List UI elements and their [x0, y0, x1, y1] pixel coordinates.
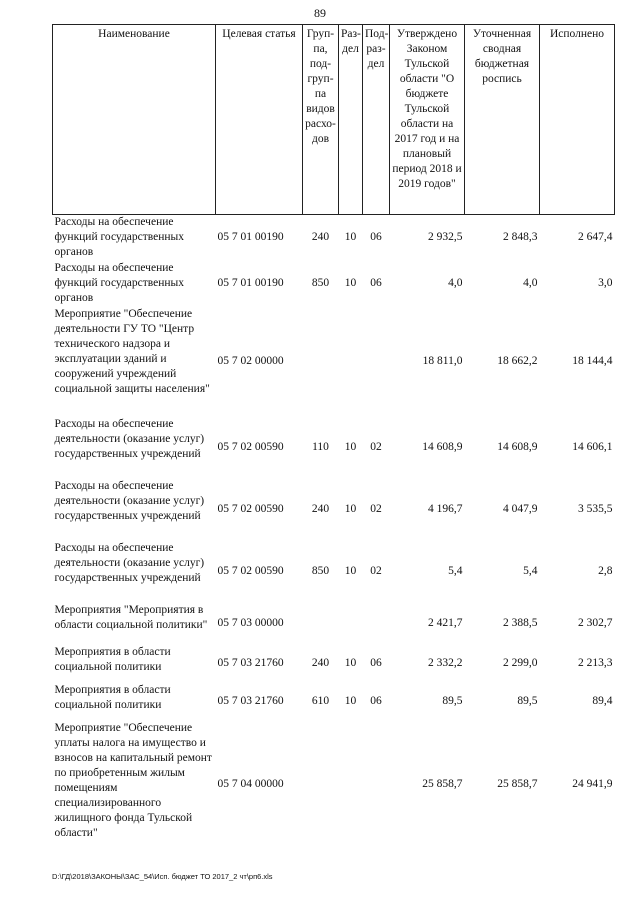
file-path-footer: D:\ГД\2018\ЗАКОНЫ\ЗАС_54\Исп. бюджет ТО 2017_2 чт\рп6.xls: [52, 872, 273, 881]
row-revised: 4 047,9: [503, 503, 538, 515]
table-row: [53, 417, 615, 479]
row-name: Расходы на обеспечение деятельности (оказание услуг) государственных учреждений: [54, 417, 205, 460]
row-section: 10: [344, 695, 357, 707]
row-approved: 14 608,9: [422, 441, 463, 453]
row-subsection: 06: [370, 277, 382, 289]
row-revised: 4,0: [523, 277, 538, 289]
row-section: 10: [344, 277, 357, 289]
row-executed: 18 144,4: [572, 355, 613, 367]
row-subsection: 02: [370, 441, 382, 453]
row-revised: 2 388,5: [503, 617, 538, 629]
row-subsection: 02: [370, 503, 382, 515]
row-target: 05 7 04 00000: [217, 778, 284, 790]
row-group: [303, 721, 339, 849]
row-name: Расходы на обеспечение функций государственных органов: [54, 261, 185, 304]
row-subsection: 06: [370, 695, 382, 707]
row-group: 850: [311, 277, 330, 289]
table-row: [53, 683, 615, 721]
row-executed: 89,4: [592, 695, 613, 707]
header-group: Груп-па, под-груп-па видов расхо-дов: [303, 25, 339, 215]
row-section: [339, 307, 363, 417]
table-row: [53, 479, 615, 541]
row-executed: 2 213,3: [578, 657, 613, 669]
row-approved: 4,0: [448, 277, 463, 289]
row-approved: 25 858,7: [422, 778, 463, 790]
row-group: 240: [311, 231, 330, 244]
row-target: 05 7 01 00190: [217, 231, 284, 244]
row-name: Расходы на обеспечение функций государственных органов: [54, 216, 185, 258]
row-section: [339, 603, 363, 645]
row-approved: 18 811,0: [422, 355, 463, 367]
row-name: Мероприятия в области социальной политики: [54, 683, 171, 711]
row-target: 05 7 02 00590: [217, 503, 284, 515]
row-executed: 3,0: [598, 277, 613, 289]
row-target: 05 7 03 21760: [217, 657, 284, 669]
header-name: Наименование: [53, 25, 216, 215]
table-row: [53, 261, 615, 307]
row-target: 05 7 01 00190: [217, 277, 284, 289]
row-name: Мероприятие "Обеспечение уплаты налога на имущество и взносов на капитальный ремонт по приобретенным жилым помещениям специализированного жилищного фонда Тульской области": [54, 721, 212, 839]
table-row: [53, 541, 615, 603]
row-section: 10: [344, 657, 357, 669]
row-executed: 24 941,9: [572, 778, 613, 790]
row-subsection: 06: [370, 657, 382, 669]
table-row: [53, 307, 615, 417]
row-group: 240: [311, 657, 330, 669]
table-body: [53, 215, 615, 849]
table-row: [53, 645, 615, 683]
row-subsection: [363, 721, 390, 849]
row-group: [303, 307, 339, 417]
row-name: Мероприятия в области социальной политики: [54, 645, 171, 673]
row-group: 110: [312, 441, 329, 453]
table-row: [53, 215, 615, 261]
row-target: 05 7 03 21760: [217, 695, 284, 707]
header-target: Целевая статья: [216, 25, 303, 215]
row-approved: 2 421,7: [428, 617, 463, 629]
row-executed: 3 535,5: [578, 503, 613, 515]
header-row: [53, 25, 615, 215]
row-section: 10: [344, 441, 357, 453]
row-name: Мероприятие "Обеспечение деятельности ГУ ТО "Центр технического надзора и эксплуатации зданий и сооружений учреждений социальной защиты населения": [54, 307, 210, 395]
row-approved: 4 196,7: [428, 503, 463, 515]
row-section: 10: [344, 503, 357, 515]
row-subsection: 06: [370, 231, 382, 244]
row-subsection: [363, 307, 390, 417]
budget-table: [52, 24, 615, 849]
header-executed: Исполнено: [540, 25, 615, 215]
header-approved: Утверждено Законом Тульской области "О бюджете Тульской области на 2017 год и на плановый период 2018 и 2019 годов": [390, 25, 465, 215]
page-number: 89: [314, 6, 326, 20]
row-approved: 5,4: [448, 565, 463, 577]
row-group: 610: [311, 695, 330, 707]
row-approved: 89,5: [442, 695, 463, 707]
row-revised: 2 848,3: [503, 231, 538, 244]
row-executed: 2,8: [598, 565, 613, 577]
row-group: [303, 603, 339, 645]
row-target: 05 7 02 00590: [217, 565, 284, 577]
row-section: 10: [344, 231, 357, 244]
row-executed: 2 302,7: [578, 617, 613, 629]
row-section: 10: [344, 565, 357, 577]
row-subsection: [363, 603, 390, 645]
row-target: 05 7 02 00000: [217, 355, 284, 367]
row-revised: 2 299,0: [503, 657, 538, 669]
table-row: [53, 603, 615, 645]
row-subsection: 02: [370, 565, 382, 577]
header-subsection: Под-раз-дел: [363, 25, 390, 215]
row-revised: 25 858,7: [497, 778, 538, 790]
row-executed: 14 606,1: [572, 441, 613, 453]
row-name: Расходы на обеспечение деятельности (оказание услуг) государственных учреждений: [54, 541, 205, 584]
row-section: [339, 721, 363, 849]
row-target: 05 7 02 00590: [217, 441, 284, 453]
header-revised: Уточненная сводная бюджетная роспись: [465, 25, 540, 215]
row-revised: 89,5: [517, 695, 538, 707]
row-group: 240: [311, 503, 330, 515]
header-section: Раз-дел: [339, 25, 363, 215]
row-name: Расходы на обеспечение деятельности (оказание услуг) государственных учреждений: [54, 479, 205, 522]
row-revised: 14 608,9: [497, 441, 538, 453]
row-approved: 2 332,2: [428, 657, 463, 669]
row-executed: 2 647,4: [578, 231, 613, 244]
table-row: [53, 721, 615, 849]
row-target: 05 7 03 00000: [217, 617, 284, 629]
row-group: 850: [311, 565, 330, 577]
row-name: Мероприятия "Мероприятия в области социальной политики": [54, 603, 208, 631]
row-revised: 5,4: [523, 565, 538, 577]
row-approved: 2 932,5: [428, 231, 463, 244]
row-revised: 18 662,2: [497, 355, 538, 367]
